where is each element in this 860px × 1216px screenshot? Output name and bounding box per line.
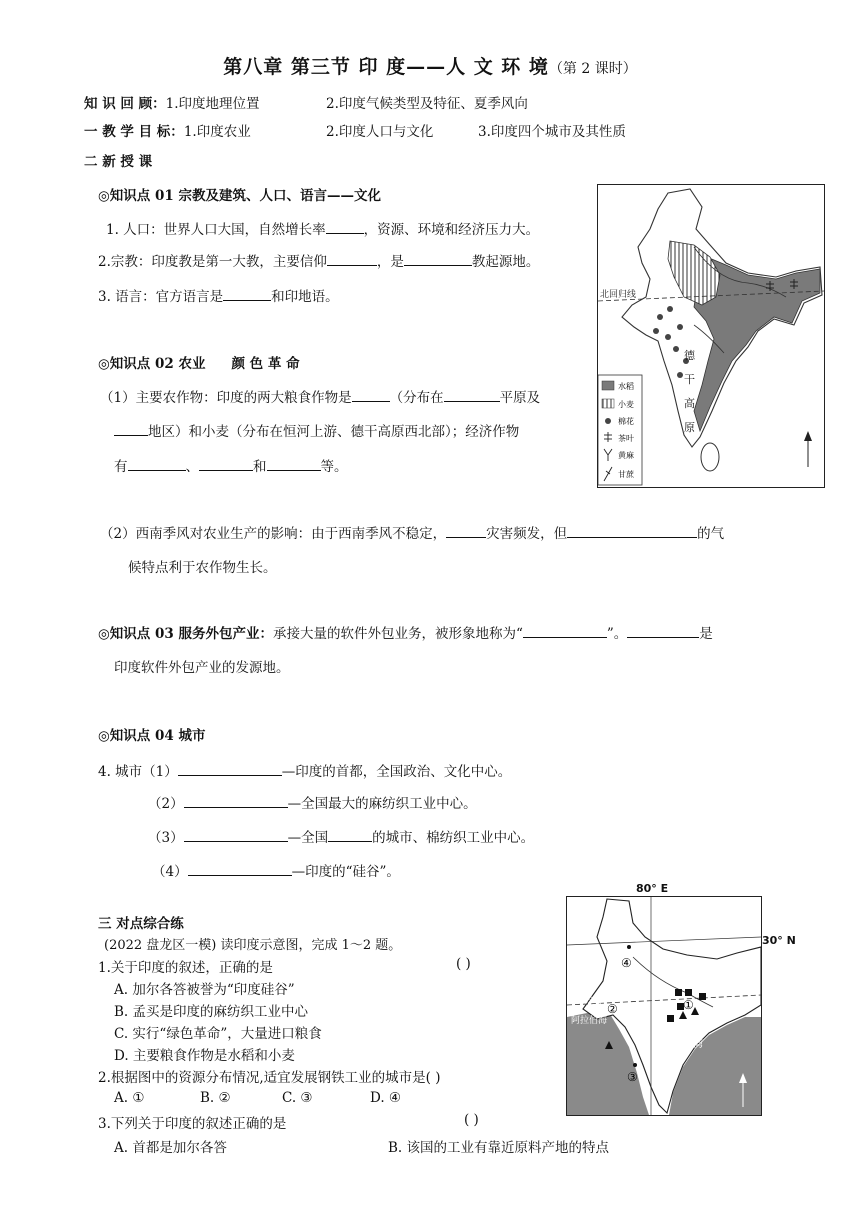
blank[interactable] (523, 624, 607, 638)
kp4-heading: ◎知识点 04 城市 (98, 728, 206, 744)
sea-label-right: 孟加拉湾 (663, 1039, 703, 1050)
blank[interactable] (326, 220, 364, 234)
q1-stem: 1.关于印度的叙述，正确的是 (98, 960, 273, 976)
blank[interactable] (178, 762, 282, 776)
blank[interactable] (114, 422, 148, 436)
blank[interactable] (327, 252, 377, 266)
marker-2: ② (607, 1002, 618, 1016)
latitude-label: 30° N (762, 934, 796, 947)
section-new-lesson: 二 新 授 课 (84, 154, 153, 170)
kp2-line5: 候特点利于农作物生长。 (128, 560, 277, 576)
tropic-label: 北回归线 (600, 290, 637, 300)
kp2-line1: （1）主要农作物：印度的两大粮食作物是 （分布在 平原及 (100, 390, 541, 406)
longitude-label: 80° E (636, 882, 669, 895)
kp1-heading: ◎知识点 01 宗教及建筑、人口、语言——文化 (98, 188, 381, 204)
practice-heading: 三 对点综合练 (98, 916, 184, 932)
goals-label: 一 教 学 目 标： (84, 124, 184, 140)
blank[interactable] (446, 524, 486, 538)
agriculture-map-svg (598, 185, 824, 487)
q1-option-b[interactable]: B. 孟买是印度的麻纺织工业中心 (114, 1004, 309, 1020)
kp2-line4: （2）西南季风对农业生产的影响：由于西南季风不稳定， 灾害频发，但 的气 (100, 526, 725, 542)
legend-rice: 水稻 (618, 382, 634, 391)
kp2-line2: 地区）和小麦（分布在恒河上游、德干高原西北部）；经济作物 (114, 420, 519, 440)
q1-answer-paren[interactable]: ( ) (456, 956, 471, 972)
legend-wheat: 小麦 (618, 400, 634, 409)
svg-text:干: 干 (684, 373, 695, 386)
q3-answer-paren[interactable]: ( ) (464, 1112, 479, 1128)
q2-stem: 2.根据图中的资源分布情况,适宜发展钢铁工业的城市是( (98, 1070, 431, 1086)
blank[interactable] (328, 828, 372, 842)
kp1-line3: 3. 语言：官方语言是 和印地语。 (98, 289, 339, 305)
q1-option-d[interactable]: D. 主要粮食作物是水稻和小麦 (114, 1048, 295, 1064)
review-item: 2.印度气候类型及特征、夏季风向 (326, 96, 528, 112)
blank[interactable] (627, 624, 699, 638)
kp4-line2: （2） —全国最大的麻纺织工业中心。 (148, 796, 477, 812)
kp2-heading: ◎知识点 02 农业 颜 色 革 命 (98, 356, 300, 372)
tropic-label: 北回归线 (569, 996, 601, 1005)
india-agriculture-map (597, 184, 825, 488)
q2-option-a[interactable]: A. ① (114, 1090, 145, 1106)
practice-intro: (2022 盘龙区一模) 读印度示意图，完成 1～2 题。 (104, 938, 402, 953)
marker-4: ④ (621, 956, 632, 970)
kp1-line1: 1. 人口：世界人口大国，自然增长率 ，资源、环境和经济压力大。 (106, 222, 540, 238)
q3-stem: 3.下列关于印度的叙述正确的是 (98, 1116, 287, 1132)
q2-option-c[interactable]: C. ③ (282, 1090, 313, 1106)
kp3-line1: ◎知识点 03 服务外包产业：承接大量的软件外包业务，被形象地称为“ ”。 是 (98, 626, 713, 642)
q1-option-c[interactable]: C. 实行“绿色革命”，大量进口粮食 (114, 1026, 322, 1042)
legend-tea: 茶叶 (618, 434, 634, 443)
legend-cotton: 棉花 (618, 417, 634, 426)
title-sub: （第 2 课时） (548, 61, 637, 77)
kp1-line2: 2.宗教：印度教是第一大教，主要信仰 ，是 教起源地。 (98, 254, 540, 270)
q2-option-b[interactable]: B. ② (200, 1090, 231, 1106)
blank[interactable] (267, 457, 321, 471)
q2-option-d[interactable]: D. ④ (370, 1090, 402, 1106)
review-label: 知 识 回 顾： (84, 96, 166, 112)
goal-item: 1.印度农业 (183, 124, 251, 140)
legend-box (598, 375, 642, 485)
svg-text:原: 原 (684, 421, 695, 434)
review-item: 1.印度地理位置 (165, 96, 260, 112)
blank[interactable] (184, 794, 288, 808)
kp4-line1: 4. 城市（1） —印度的首都，全国政治、文化中心。 (98, 764, 512, 780)
goal-item: 3.印度四个城市及其性质 (478, 124, 626, 140)
q3-option-a[interactable]: A. 首都是加尔各答 (114, 1140, 227, 1156)
blank[interactable] (199, 457, 253, 471)
kp3-line2: 印度软件外包产业的发源地。 (114, 660, 290, 676)
legend-jute: 黄麻 (618, 451, 634, 460)
svg-text:德: 德 (684, 349, 695, 362)
marker-3: ③ (627, 1070, 638, 1084)
sea-label-left: 阿拉伯海 (571, 1016, 608, 1026)
q1-option-a[interactable]: A. 加尔各答被誉为“印度硅谷” (114, 982, 295, 998)
blank[interactable] (404, 252, 472, 266)
blank[interactable] (352, 388, 390, 402)
blank[interactable] (184, 828, 288, 842)
q2-answer-paren[interactable]: ) (430, 1070, 441, 1086)
blank[interactable] (567, 524, 697, 538)
kp2-line3: 有 、 和 等。 (114, 459, 348, 475)
page-title (0, 52, 860, 79)
blank[interactable] (223, 287, 271, 301)
marker-1: ① (683, 998, 694, 1012)
q3-option-b[interactable]: B. 该国的工业有靠近原料产地的特点 (388, 1140, 610, 1156)
blank[interactable] (444, 388, 500, 402)
goals-row (84, 120, 251, 140)
review-row (84, 92, 260, 112)
goal-item: 2.印度人口与文化 (326, 124, 434, 140)
legend-sugarcane: 甘蔗 (618, 470, 634, 479)
kp4-line4: （4） —印度的“硅谷”。 (152, 864, 400, 880)
kp4-line3: （3） —全国 的城市、棉纺织工业中心。 (148, 830, 535, 846)
blank[interactable] (128, 457, 186, 471)
sketch-map-svg (567, 897, 761, 1115)
india-sketch-map (566, 896, 762, 1116)
svg-text:高: 高 (684, 397, 695, 410)
title-main: 第八章 第三节 印 度——人 文 环 境 (223, 56, 549, 78)
q2-stem-row (98, 1066, 441, 1086)
blank[interactable] (188, 862, 292, 876)
